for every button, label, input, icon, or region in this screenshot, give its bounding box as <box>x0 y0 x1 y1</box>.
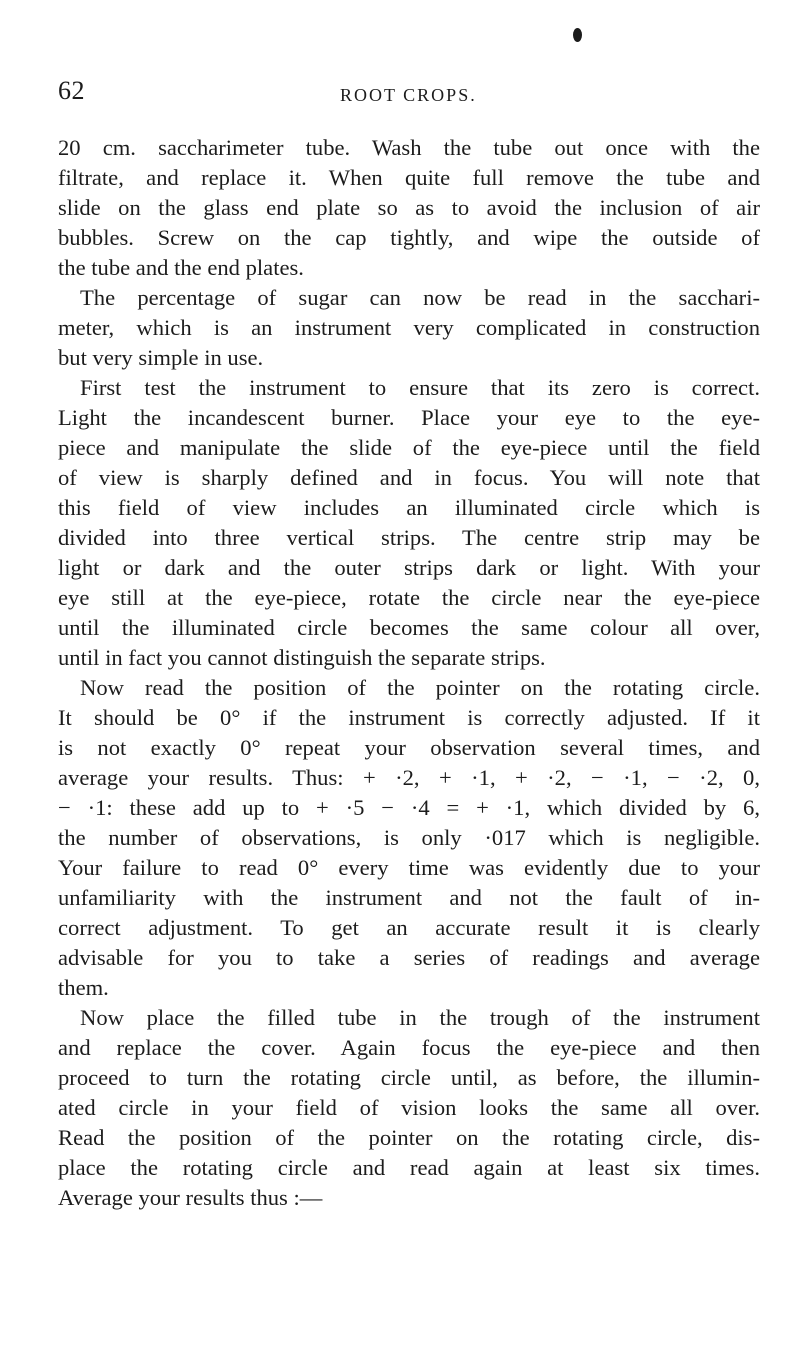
text-line: but very simple in use. <box>58 345 264 370</box>
text-line: The percentage of sugar can now be read in the sacchari- <box>80 285 760 310</box>
text-line: First test the instrument to ensure that its zero is correct. <box>80 375 760 400</box>
ink-spot <box>573 28 582 42</box>
text-line: until in fact you cannot distinguish the separate strips. <box>58 645 546 670</box>
text-line: − ·1: these add up to + ·5 − ·4 = + ·1, which divided by 6, <box>58 795 760 820</box>
text-line: of view is sharply defined and in focus. You will note that <box>58 465 760 490</box>
text-line: light or dark and the outer strips dark or light. With your <box>58 555 760 580</box>
text-line: Average your results thus :— <box>58 1185 323 1210</box>
text-line: them. <box>58 975 109 1000</box>
text-line: unfamiliarity with the instrument and not the fault of in- <box>58 885 760 910</box>
text-line: place the rotating circle and read again at least six times. <box>58 1155 760 1180</box>
text-line: Light the incandescent burner. Place your eye to the eye- <box>58 405 760 430</box>
text-line: eye still at the eye-piece, rotate the circle near the eye-piece <box>58 585 760 610</box>
text-line: Now read the position of the pointer on the rotating circle. <box>80 675 760 700</box>
text-line: until the illuminated circle becomes the same colour all over, <box>58 615 760 640</box>
text-line: 20 cm. saccharimeter tube. Wash the tube out once with the <box>58 135 760 160</box>
text-line: advisable for you to take a series of readings and average <box>58 945 760 970</box>
text-line: Now place the filled tube in the trough of the instrument <box>80 1005 760 1030</box>
text-line: Your failure to read 0° every time was evidently due to your <box>58 855 760 880</box>
text-line: correct adjustment. To get an accurate result it is clearly <box>58 915 760 940</box>
text-line: slide on the glass end plate so as to avoid the inclusion of air <box>58 195 760 220</box>
text-line: meter, which is an instrument very complicated in construction <box>58 315 760 340</box>
text-line: filtrate, and replace it. When quite full remove the tube and <box>58 165 760 190</box>
text-line: bubbles. Screw on the cap tightly, and wipe the outside of <box>58 225 760 250</box>
text-line: divided into three vertical strips. The centre strip may be <box>58 525 760 550</box>
text-line: and replace the cover. Again focus the eye-piece and then <box>58 1035 760 1060</box>
page-number: 62 <box>58 76 85 105</box>
text-line: Read the position of the pointer on the rotating circle, dis- <box>58 1125 760 1150</box>
text-line: the number of observations, is only ·017 which is negligible. <box>58 825 760 850</box>
text-line: the tube and the end plates. <box>58 255 304 280</box>
body-text <box>58 133 760 1213</box>
text-line: ated circle in your field of vision looks the same all over. <box>58 1095 760 1120</box>
text-line: piece and manipulate the slide of the eye-piece until the field <box>58 435 760 460</box>
text-line: is not exactly 0° repeat your observation several times, and <box>58 735 760 760</box>
text-line: this field of view includes an illuminated circle which is <box>58 495 760 520</box>
text-line: proceed to turn the rotating circle until, as before, the illumin- <box>58 1065 760 1090</box>
text-line: average your results. Thus: + ·2, + ·1, + ·2, − ·1, − ·2, 0, <box>58 765 760 790</box>
running-head: ROOT CROPS. <box>340 85 477 105</box>
text-line: It should be 0° if the instrument is correctly adjusted. If it <box>58 705 760 730</box>
